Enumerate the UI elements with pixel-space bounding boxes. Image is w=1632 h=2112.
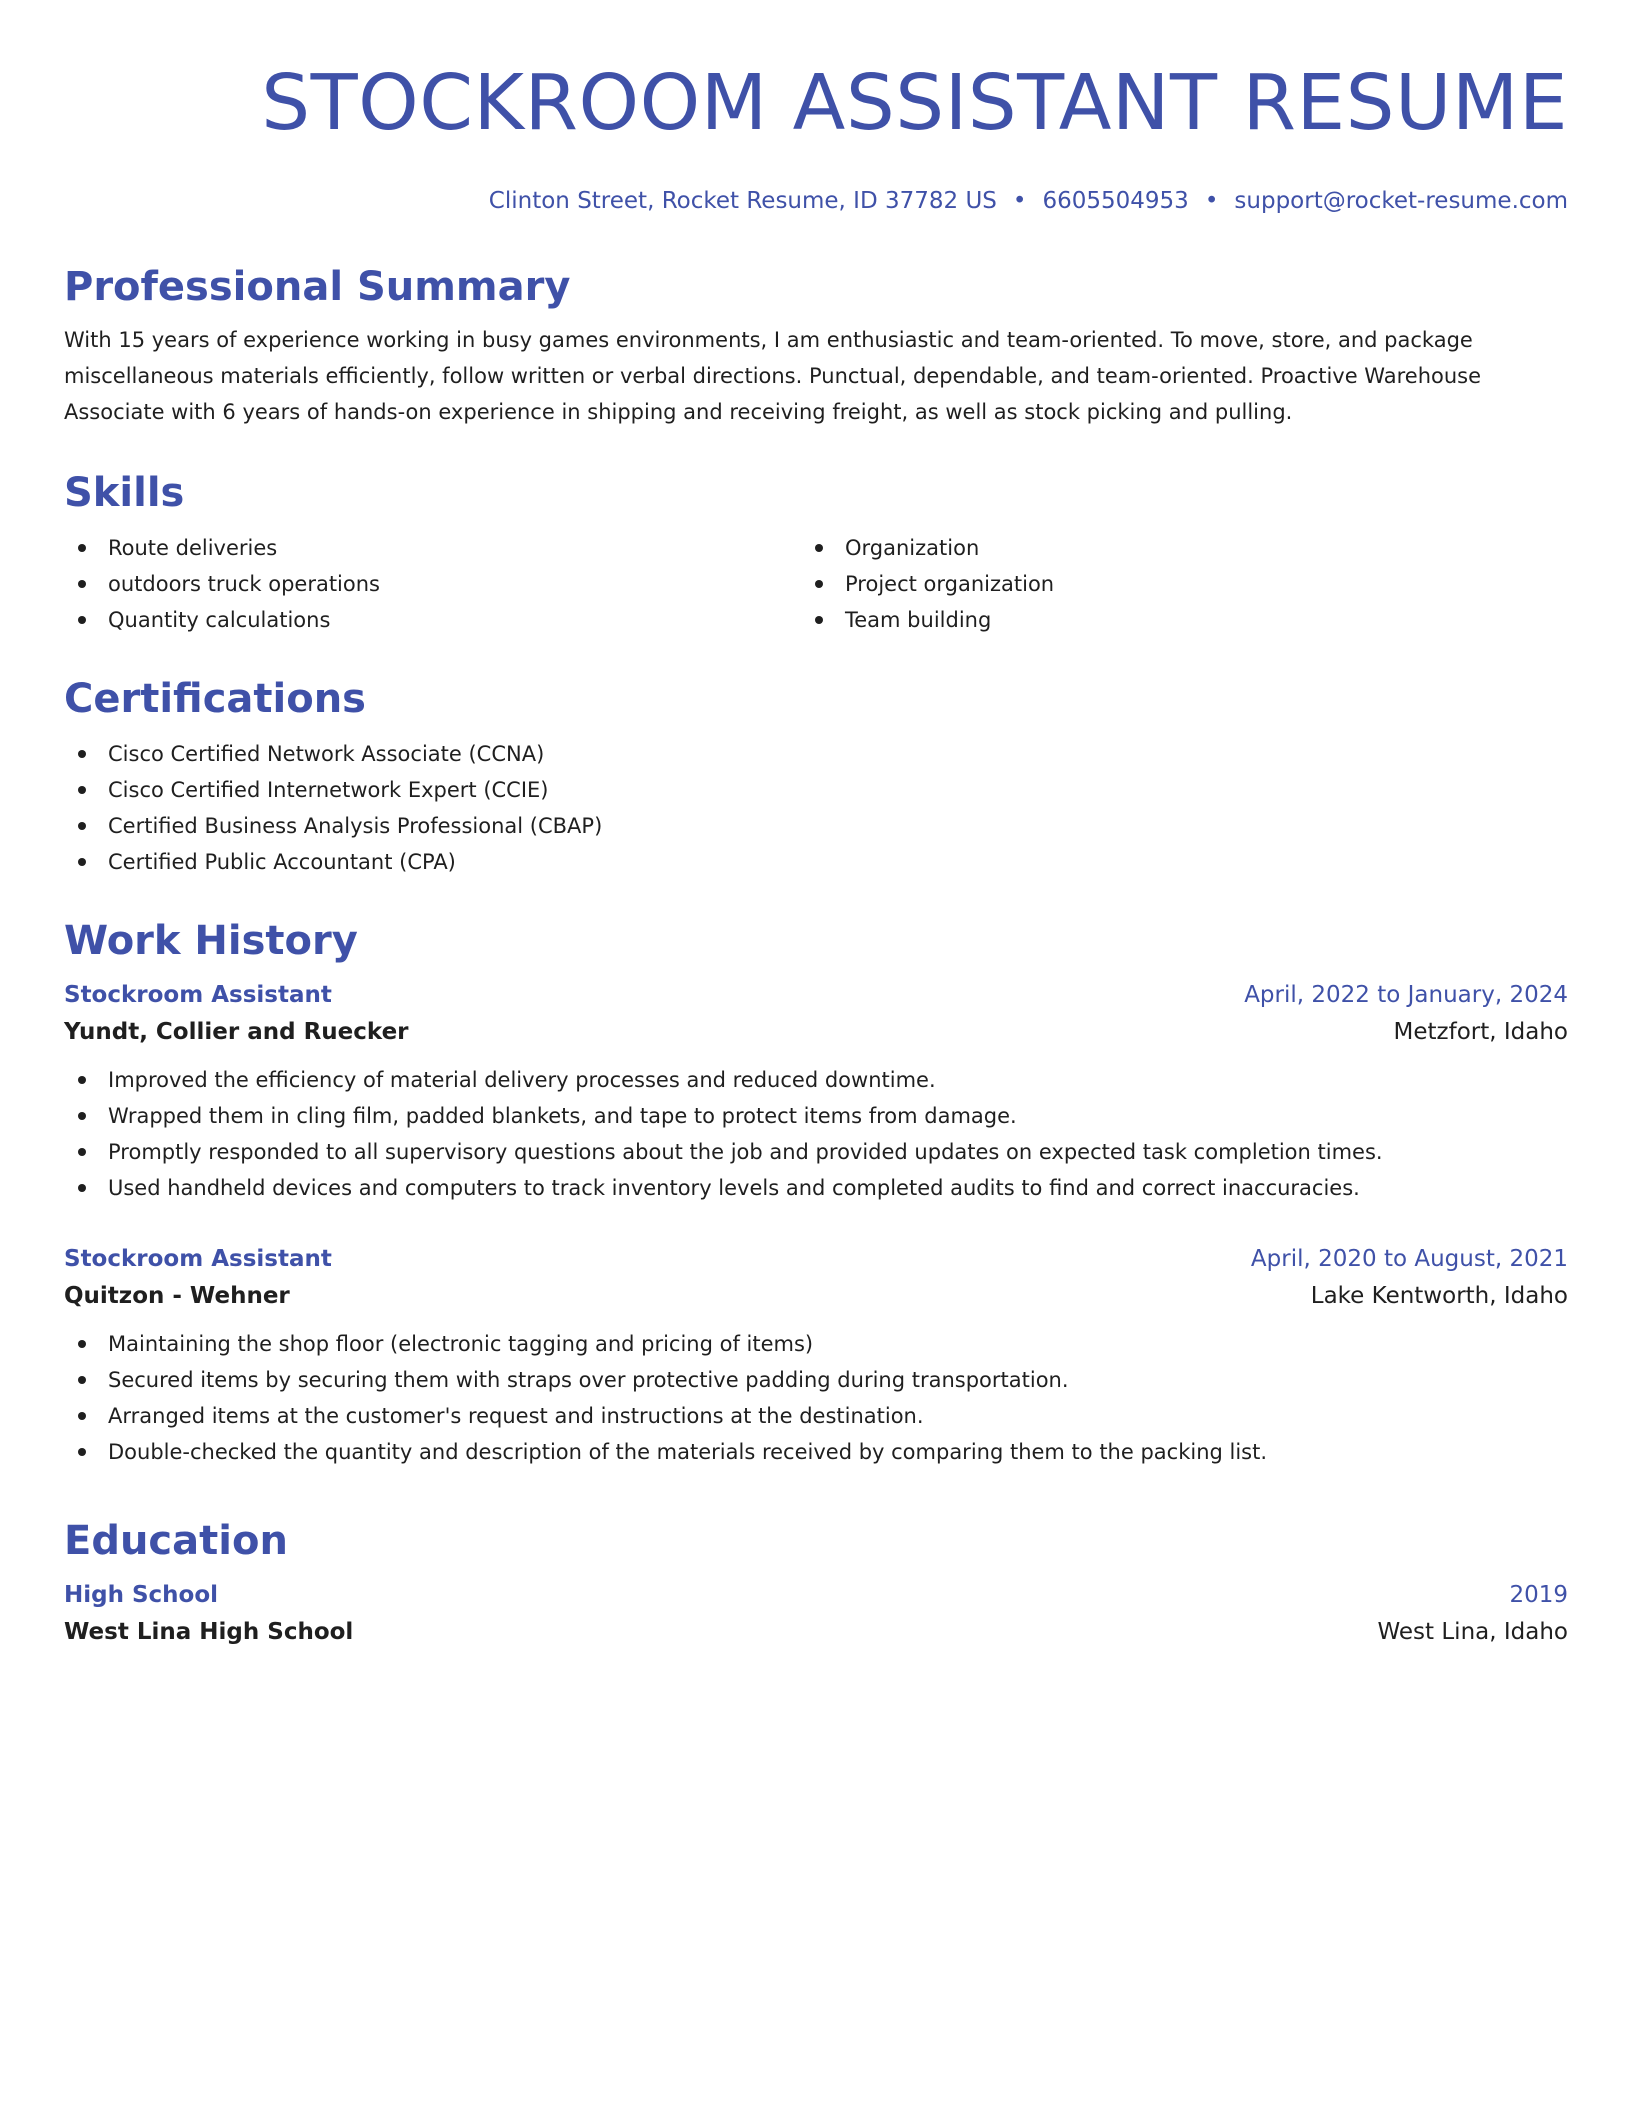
summary-text: With 15 years of experience working in busy games environments, I am enthusiastic and team-oriented. To move, store, and package miscellaneous materials efficiently, follow written or verbal directions. Punctual, dependable, and team-oriented. Proactive Warehouse Associate with 6 years of hands-on experience in shipping and receiving freight, as well as stock picking and pulling. (64, 328, 1482, 424)
certifications-list (64, 736, 1568, 880)
list-item (801, 530, 1538, 566)
bullet (78, 1184, 86, 1192)
bullet (815, 580, 823, 588)
contact-phone: 6605504953 (1042, 188, 1189, 214)
list-item (64, 1362, 1568, 1398)
contact-email: support@rocket-resume.com (1234, 188, 1568, 214)
list-item (64, 1326, 1568, 1362)
list-item (64, 1398, 1568, 1434)
bullet (78, 544, 86, 552)
skill-text: Organization (845, 536, 980, 560)
list-item (64, 1170, 1568, 1206)
bullet-text: Double-checked the quantity and description of the materials received by comparing them to the packing list. (108, 1440, 1268, 1464)
separator-dot: • (1204, 188, 1219, 214)
separator-dot: • (1012, 188, 1027, 214)
company-name: Yundt, Collier and Ruecker (64, 1019, 409, 1045)
graduation-year: 2019 (1509, 1582, 1568, 1608)
bullet (78, 822, 86, 830)
job-dates: April, 2020 to August, 2021 (1250, 1246, 1568, 1272)
job-title: Stockroom Assistant (64, 1246, 332, 1272)
job-subheader (64, 1012, 1568, 1052)
school-name: West Lina High School (64, 1619, 354, 1645)
job-location: Lake Kentworth, Idaho (1310, 1283, 1568, 1309)
bullet-text: Promptly responded to all supervisory questions about the job and provided updates on expected task completion times. (108, 1140, 1383, 1164)
bullet (78, 858, 86, 866)
bullet-text: Wrapped them in cling film, padded blankets, and tape to protect items from damage. (108, 1104, 1017, 1128)
skill-text: Team building (845, 608, 992, 632)
certification-text: Cisco Certified Network Associate (CCNA) (108, 742, 545, 766)
job-entry (64, 978, 1568, 1206)
certification-text: Certified Business Analysis Professional (CBAP) (108, 814, 603, 838)
list-item (801, 566, 1538, 602)
list-item (64, 1134, 1568, 1170)
bullet (78, 1076, 86, 1084)
education-heading: Education (64, 1518, 288, 1564)
list-item (64, 844, 1568, 880)
bullet (78, 1340, 86, 1348)
bullet-text: Secured items by securing them with straps over protective padding during transportation. (108, 1368, 1069, 1392)
job-subheader (64, 1276, 1568, 1316)
job-bullets (64, 1062, 1568, 1206)
bullet (78, 1112, 86, 1120)
education-subheader (64, 1612, 1568, 1652)
list-item (64, 1098, 1568, 1134)
skills-left-list (64, 530, 801, 638)
bullet (815, 616, 823, 624)
contact-address: Clinton Street, Rocket Resume, ID 37782 US (488, 188, 997, 214)
resume-title: STOCKROOM ASSISTANT RESUME (261, 59, 1568, 148)
skills-section (64, 468, 1568, 638)
bullet (78, 1376, 86, 1384)
list-item (64, 808, 1568, 844)
skills-grid (64, 530, 1568, 638)
bullet (815, 544, 823, 552)
bullet (78, 1148, 86, 1156)
bullet-text: Used handheld devices and computers to track inventory levels and completed audits to find and correct inaccuracies. (108, 1176, 1360, 1200)
list-item (64, 530, 801, 566)
bullet (78, 616, 86, 624)
list-item (64, 602, 801, 638)
job-title: Stockroom Assistant (64, 982, 332, 1008)
work-history-heading: Work History (64, 918, 358, 964)
certification-text: Certified Public Accountant (CPA) (108, 850, 456, 874)
list-item (801, 602, 1538, 638)
certifications-heading: Certifications (64, 676, 366, 722)
job-header (64, 978, 1568, 1012)
bullet-text: Arranged items at the customer's request and instructions at the destination. (108, 1404, 924, 1428)
degree-name: High School (64, 1582, 219, 1608)
list-item (64, 1434, 1568, 1470)
skills-heading: Skills (64, 470, 185, 516)
job-location: Metzfort, Idaho (1393, 1019, 1568, 1045)
skill-text: Route deliveries (108, 536, 278, 560)
bullet (78, 786, 86, 794)
list-item (64, 772, 1568, 808)
contact-line (64, 186, 1568, 216)
skill-text: Quantity calculations (108, 608, 331, 632)
summary-section (64, 262, 1568, 430)
list-item (64, 1062, 1568, 1098)
certifications-section (64, 674, 1568, 880)
bullet (78, 1448, 86, 1456)
school-location: West Lina, Idaho (1377, 1619, 1568, 1645)
company-name: Quitzon - Wehner (64, 1283, 290, 1309)
bullet-text: Maintaining the shop floor (electronic tagging and pricing of items) (108, 1332, 814, 1356)
list-item (64, 736, 1568, 772)
bullet (78, 750, 86, 758)
job-bullets (64, 1326, 1568, 1470)
bullet (78, 580, 86, 588)
work-history-section (64, 916, 1568, 1470)
list-item (64, 566, 801, 602)
job-header (64, 1242, 1568, 1276)
job-entry (64, 1242, 1568, 1470)
bullet (78, 1412, 86, 1420)
summary-heading: Professional Summary (64, 264, 571, 310)
education-entry (64, 1578, 1568, 1652)
job-dates: April, 2022 to January, 2024 (1244, 982, 1568, 1008)
skills-right-list (801, 530, 1538, 638)
education-header (64, 1578, 1568, 1612)
skill-text: Project organization (845, 572, 1055, 596)
education-section (64, 1516, 1568, 1652)
bullet-text: Improved the efficiency of material delivery processes and reduced downtime. (108, 1068, 936, 1092)
certification-text: Cisco Certified Internetwork Expert (CCIE) (108, 778, 549, 802)
skill-text: outdoors truck operations (108, 572, 380, 596)
